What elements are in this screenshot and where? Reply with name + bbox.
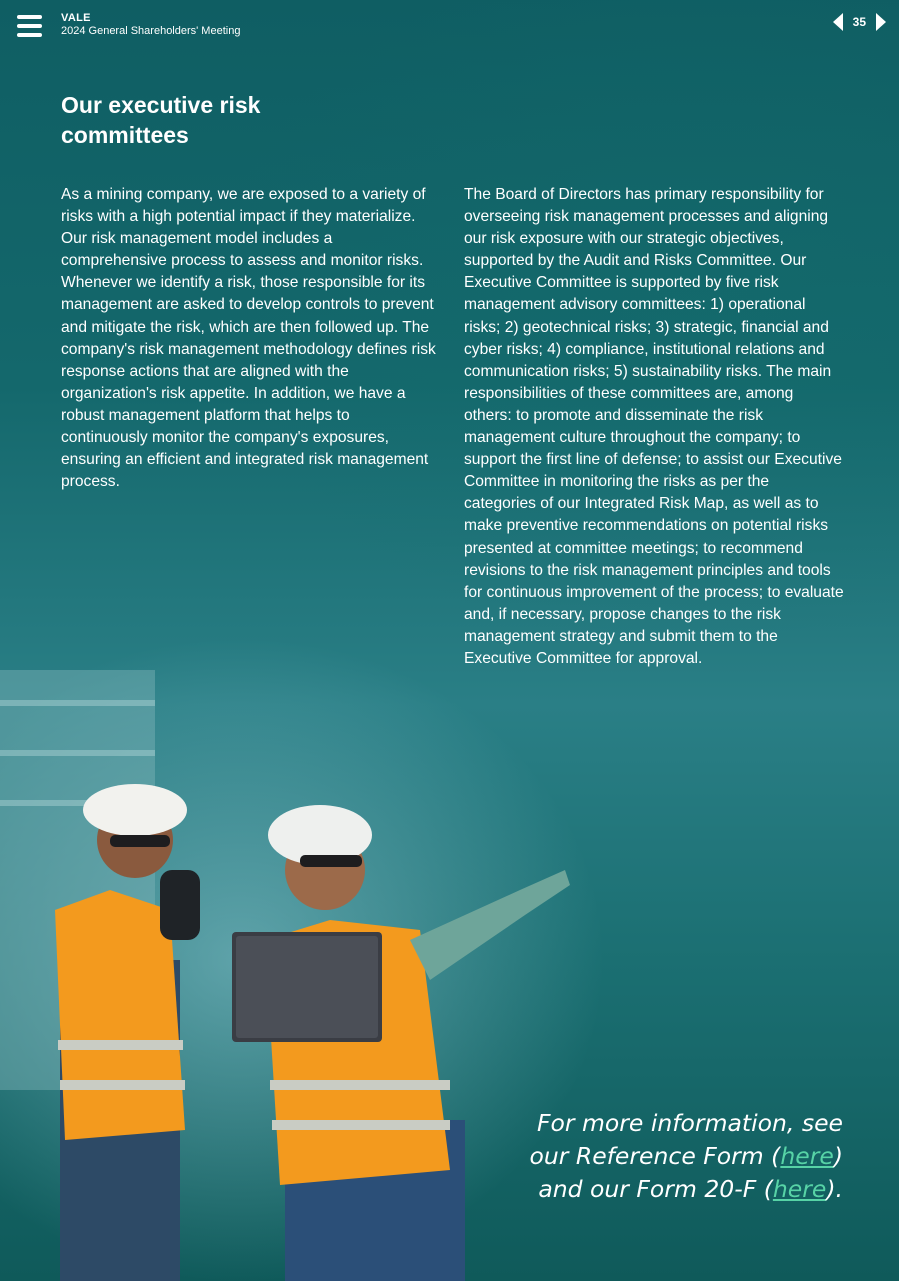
right-column bbox=[464, 184, 844, 670]
more-info bbox=[503, 1107, 843, 1206]
brand-name: VALE bbox=[61, 12, 91, 24]
left-column bbox=[61, 184, 439, 493]
info-text-1: For more information, see our Reference Form ( bbox=[529, 1109, 843, 1170]
brand-block bbox=[61, 12, 240, 38]
page-number: 35 bbox=[852, 15, 866, 29]
laptop bbox=[232, 932, 382, 1042]
form-20f-link[interactable]: here bbox=[772, 1175, 827, 1203]
info-text-3: ). bbox=[826, 1175, 843, 1203]
left-paragraph: As a mining company, we are exposed to a variety of risks with a high potential impact if they materialize. Our risk management model includes a comprehensive process to assess and monitor risks. Whenever we identify a risk, those responsible for its management are asked to develop controls to prevent and mitigate the risk, which are then followed up. The company's risk management methodology defines risk response actions that are aligned with the organization's risk appetite. In addition, we have a robust management platform that helps to continuously monitor the company's exposures, ensuring an efficient and integrated risk management process. bbox=[61, 186, 436, 491]
pager bbox=[833, 13, 886, 31]
page-title: Our executive risk committees bbox=[61, 92, 261, 148]
info-text-2: ) and our Form 20-F ( bbox=[538, 1142, 843, 1203]
right-paragraph: The Board of Directors has primary responsibility for overseeing risk management processes and aligning our risk exposure with our strategic objectives, supported by the Audit and Risks Committee. Our Executive Committee is supported by five risk management advisory committees: 1) operational risks; 2) geotechnical risks; 3) strategic, financial and cyber risks; 4) compliance, institutional relations and communication risks; 5) sustainability risks. The main responsibilities of these committees are, among others: to promote and disseminate the risk management culture throughout the company; to support the first line of defense; to assist our Executive Committee in monitoring the risks as per the categories of our Integrated Risk Map, as well as to make preventive recommendations on potential risks presented at committee meetings; to recommend revisions to the risk management principles and tools for continuous improvement of the process; to evaluate and, if necessary, propose changes to the risk management strategy and submit them to the Executive Committee for approval. bbox=[464, 186, 844, 667]
right-worker bbox=[265, 805, 570, 1281]
reference-form-link[interactable]: here bbox=[780, 1142, 834, 1170]
menu-icon[interactable] bbox=[17, 15, 42, 37]
next-page-icon[interactable] bbox=[876, 13, 886, 31]
previous-page-icon[interactable] bbox=[833, 13, 843, 31]
document-subtitle: 2024 General Shareholders' Meeting bbox=[61, 25, 241, 37]
